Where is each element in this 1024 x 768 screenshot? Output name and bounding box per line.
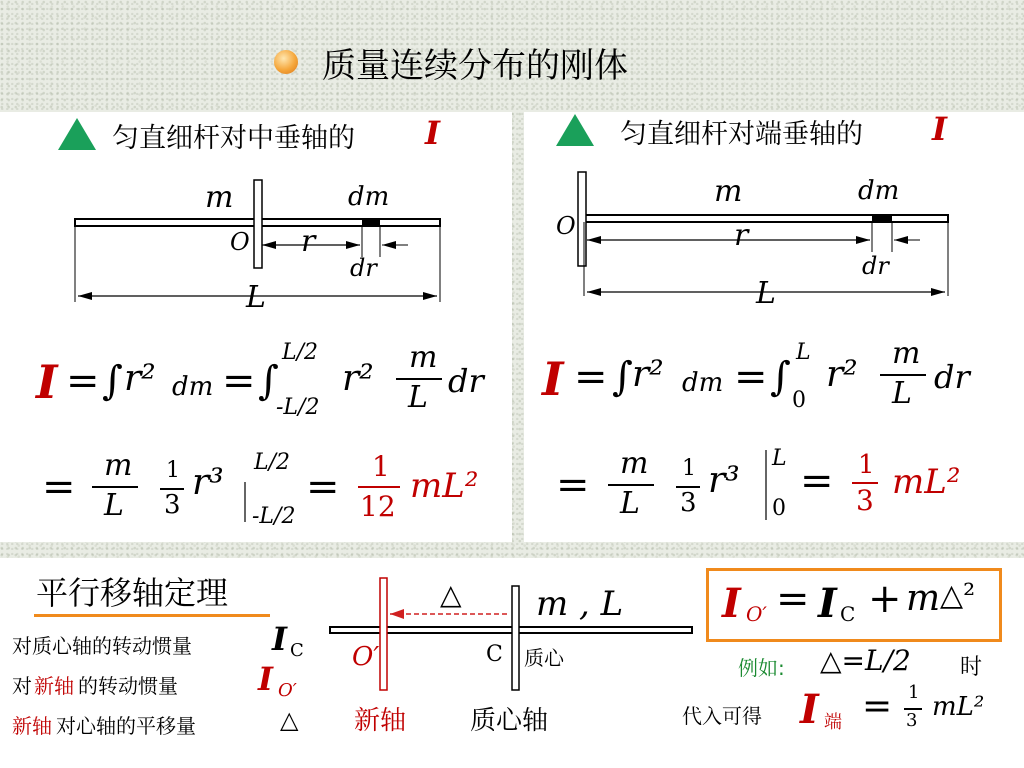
left-eq2-num: m xyxy=(104,448,133,483)
left-eq2-one: 1 xyxy=(166,458,180,483)
left-eq2-upper: L/2 xyxy=(254,450,291,475)
line2-post: 的转动惯量 xyxy=(78,674,178,698)
right-eq2-num: m xyxy=(620,446,649,481)
formula-ic: I xyxy=(818,580,837,627)
right-eq1-int2: ∫ xyxy=(770,354,791,400)
line3-red: 新轴 xyxy=(12,714,52,738)
result-num: 1 xyxy=(908,682,920,703)
result-den: 3 xyxy=(906,710,918,731)
right-eq1-int1: ∫ xyxy=(612,354,633,400)
left-eq2-three: 3 xyxy=(164,490,181,520)
right-label-dr: dr xyxy=(862,252,889,280)
right-panel xyxy=(524,112,1024,542)
left-heading-symbol: I xyxy=(425,114,440,152)
line1-subscript: C xyxy=(290,640,304,661)
right-eq1-r2b: r² xyxy=(826,354,858,395)
com-axis-label: 质心轴 xyxy=(470,706,549,736)
left-eq2-lower: -L/2 xyxy=(252,504,296,529)
right-eq2-three: 3 xyxy=(680,488,697,518)
formula-lhs-sub: O′ xyxy=(746,602,767,626)
bottom-panel xyxy=(0,558,1024,768)
result-tail: mL² xyxy=(932,692,985,722)
left-eq1-den: L xyxy=(408,380,428,415)
left-eq2-frac-bar3 xyxy=(358,486,400,488)
right-eq1-I: I xyxy=(542,352,564,406)
left-eq2-r3: r³ xyxy=(192,462,224,503)
page-title: 质量连续分布的刚体 xyxy=(322,46,628,86)
left-eq1-num: m xyxy=(409,340,438,375)
left-eq1-I: I xyxy=(36,355,58,409)
right-label-r: r xyxy=(734,218,749,253)
right-eq2-eq2: = xyxy=(800,458,834,504)
right-eq1-r2: r² xyxy=(632,354,664,395)
left-label-L: L xyxy=(246,280,266,315)
example-prefix: 例如: xyxy=(738,656,785,680)
left-eq1-eq: = xyxy=(66,358,100,404)
right-label-o: O xyxy=(556,212,576,240)
left-eq2-den: L xyxy=(104,488,124,523)
line2-red: 新轴 xyxy=(34,674,74,698)
right-eq1-lower: 0 xyxy=(792,388,806,413)
right-eq2-one: 1 xyxy=(682,456,696,481)
delta-label: △ xyxy=(440,578,462,611)
right-eq1-upper: L xyxy=(796,340,811,365)
left-eq1-eq2: = xyxy=(222,358,256,404)
right-eq2-lower: 0 xyxy=(772,496,786,521)
left-label-o: O xyxy=(230,228,250,256)
new-axis-label: 新轴 xyxy=(354,706,407,736)
right-eq1-den: L xyxy=(892,376,912,411)
result-prefix: 代入可得 xyxy=(682,704,762,728)
left-eq1-int2: ∫ xyxy=(258,358,279,404)
left-eq2-eq2: = xyxy=(306,464,340,510)
right-label-dm: dm xyxy=(858,176,900,206)
right-eq2-rden: 3 xyxy=(856,484,874,517)
result-symbol: I xyxy=(800,686,819,733)
line2-pre: 对 xyxy=(12,674,32,698)
result-subscript: 端 xyxy=(824,712,842,733)
mass-label: m , L xyxy=(536,584,624,624)
left-eq2-rnum: 1 xyxy=(372,450,390,483)
left-eq1-int1: ∫ xyxy=(102,358,123,404)
line2-subscript: O′ xyxy=(278,680,297,701)
formula-m: m xyxy=(906,578,941,619)
left-eq1-dr: dr xyxy=(448,362,484,400)
left-eq2-rden: 12 xyxy=(360,490,396,523)
right-eq1-eq2: = xyxy=(734,354,768,400)
left-eq1-dm: dm xyxy=(172,372,214,402)
right-eq2-den: L xyxy=(620,486,640,521)
right-eq2-upper: L xyxy=(772,446,787,471)
left-eq1-r2: r² xyxy=(124,358,156,399)
left-eq1-r2b: r² xyxy=(342,358,374,399)
title-bullet-icon xyxy=(274,50,298,74)
line1-symbol: I xyxy=(272,620,287,658)
left-eq2-eq: = xyxy=(42,464,76,510)
right-label-L: L xyxy=(756,276,776,311)
left-heading: 匀直细杆对中垂轴的 xyxy=(112,123,355,154)
right-eq2-rnum: 1 xyxy=(858,450,875,480)
o-prime-label: O′ xyxy=(352,642,380,672)
left-panel xyxy=(0,112,512,542)
formula-lhs: I xyxy=(722,580,741,627)
formula-plus: + xyxy=(868,576,902,622)
left-eq2-result: mL² xyxy=(410,466,479,506)
result-eq: = xyxy=(862,686,893,727)
com-label: 质心 xyxy=(524,646,564,670)
formula-delta2: △² xyxy=(940,578,976,613)
c-label: C xyxy=(486,642,503,667)
right-heading: 匀直细杆对端垂轴的 xyxy=(620,119,863,150)
right-eq1-dm: dm xyxy=(682,368,724,398)
right-eq1-eq: = xyxy=(574,354,608,400)
right-label-m: m xyxy=(714,174,743,209)
right-eq2-result: mL² xyxy=(892,462,961,502)
example-when: 时 xyxy=(960,655,983,680)
formula-ic-sub: C xyxy=(840,602,856,626)
left-eq1-upper: L/2 xyxy=(282,340,319,365)
left-eq1-lower: -L/2 xyxy=(276,395,320,420)
left-label-m: m xyxy=(205,180,234,215)
left-label-r: r xyxy=(301,224,316,259)
line2-symbol: I xyxy=(258,660,273,698)
theorem-title: 平行移轴定理 xyxy=(36,574,229,612)
left-label-dr: dr xyxy=(350,254,377,282)
right-eq1-dr: dr xyxy=(934,358,970,396)
example-cond: △=L/2 xyxy=(820,644,911,677)
right-eq2-eq: = xyxy=(556,462,590,508)
left-label-dm: dm xyxy=(348,182,390,212)
line3-post: 对心轴的平移量 xyxy=(56,714,196,738)
right-eq2-r3: r³ xyxy=(708,460,740,501)
right-eq1-num: m xyxy=(892,336,921,371)
formula-eq: = xyxy=(776,576,810,622)
line1-text: 对质心轴的转动惯量 xyxy=(12,634,192,658)
right-heading-symbol: I xyxy=(932,110,947,148)
line3-symbol: △ xyxy=(280,706,299,734)
